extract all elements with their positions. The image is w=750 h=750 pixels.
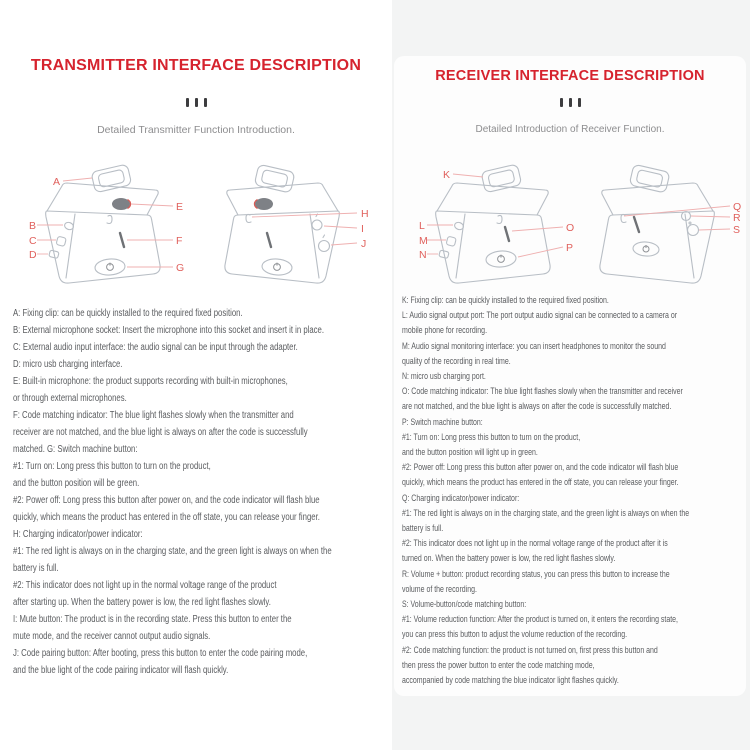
- description-line: and the button position will light up in green.: [402, 447, 538, 458]
- diagram-label-e: E: [176, 201, 184, 213]
- fixing-clip-icon: [481, 164, 522, 193]
- mute-button-icon: [312, 220, 322, 230]
- volume-down-button-icon: [688, 225, 699, 236]
- fixing-clip-icon: [91, 164, 132, 193]
- description-line: battery is full.: [13, 563, 59, 574]
- description-line: #2: Power off: Long press this button after power on, and the code indicator will flash blue: [13, 495, 320, 506]
- description-line: J: Code pairing button: After booting, press this button to enter the code pairing mode,: [13, 648, 308, 659]
- indicator-slot-icon: [120, 233, 124, 247]
- transmitter-description: [13, 305, 391, 679]
- description-line: quality of the recording in real time.: [402, 355, 511, 366]
- diagram-label-s: S: [733, 224, 741, 236]
- receiver-subtitle: Detailed Introduction of Receiver Function.: [475, 124, 665, 135]
- description-line: after starting up. When the battery power is low, the red light flashes slowly.: [13, 597, 271, 608]
- monitor-port-icon: [446, 236, 456, 246]
- hanger-hook-icon: [107, 215, 112, 223]
- description-line: volume of the recording.: [402, 583, 477, 594]
- description-line: Q: Charging indicator/power indicator:: [402, 492, 520, 503]
- device-outline: [46, 164, 160, 283]
- diagram-label-n: N: [419, 249, 427, 261]
- indicator-slot-icon: [634, 217, 639, 232]
- description-line: #1: The red light is always on in the charging state, and the green light is always on when the: [13, 546, 332, 557]
- diagram-label-a: A: [53, 176, 61, 188]
- diagram-label-o: O: [566, 222, 575, 234]
- indicator-slot-icon: [267, 233, 271, 247]
- description-line: M: Audio signal monitoring interface: you can insert headphones to monitor the sound: [402, 340, 666, 351]
- description-line: or through external microphones.: [13, 393, 127, 404]
- description-line: quickly, which means the product has entered in the off state, you can release your finger.: [402, 477, 679, 488]
- description-line: S: Volume-button/code matching button:: [402, 599, 527, 610]
- divider-bar: [204, 98, 207, 107]
- power-glyph: [107, 263, 114, 271]
- description-line: D: micro usb charging interface.: [13, 359, 123, 370]
- leader-lines: [252, 213, 357, 245]
- description-line: C: External audio input interface: the audio signal can be input through the adapter.: [13, 342, 298, 353]
- description-line: battery is full.: [402, 523, 444, 534]
- audio-in-port-icon: [56, 236, 66, 246]
- diagram-label-f: F: [176, 235, 183, 247]
- description-line: #2: Power off: Long press this button after power on, and the code indicator will flash blue: [402, 462, 679, 473]
- description-line: #2: This indicator does not light up in the normal voltage range of the product after it is: [402, 538, 668, 549]
- divider-marks: [0, 98, 392, 107]
- description-line: #2: This indicator does not light up in the normal voltage range of the product: [13, 580, 277, 591]
- description-line: and the button position will be green.: [13, 478, 140, 489]
- diagram-label-m: M: [419, 235, 428, 247]
- divider-bar: [195, 98, 198, 107]
- diagram-label-k: K: [443, 169, 451, 181]
- description-line: matched. G: Switch machine button:: [13, 444, 138, 455]
- diagram-label-h: H: [361, 208, 369, 220]
- description-line: A: Fixing clip: can be quickly installed to the required fixed position.: [13, 308, 243, 319]
- hanger-hook-icon: [497, 215, 502, 223]
- description-line: #1: The red light is always on in the charging state, and the green light is always on when the: [402, 507, 690, 518]
- receiver-front-left-diagram: [415, 155, 595, 295]
- power-button-icon: [633, 241, 660, 257]
- diagram-label-b: B: [29, 220, 37, 232]
- builtin-mic-icon: [255, 198, 273, 210]
- description-line: #1: Turn on: Long press this button to turn on the product,: [402, 431, 581, 442]
- fixing-clip-icon: [629, 164, 670, 193]
- receiver-title: RECEIVER INTERFACE DESCRIPTION: [435, 68, 705, 84]
- power-button-icon: [261, 258, 292, 276]
- description-line: receiver are not matched, and the blue light is always on after the code is successfully: [13, 427, 308, 438]
- description-line: are not matched, and the blue light is always on after the code is successfully matched.: [402, 401, 672, 412]
- diagram-label-l: L: [419, 220, 425, 232]
- diagram-label-g: G: [176, 262, 185, 274]
- power-glyph: [274, 263, 281, 271]
- description-line: H: Charging indicator/power indicator:: [13, 529, 143, 540]
- indicator-slot-icon: [505, 227, 509, 241]
- device-outline: [436, 164, 550, 283]
- power-glyph: [643, 245, 649, 252]
- description-line: B: External microphone socket: Insert the microphone into this socket and insert it in place.: [13, 325, 325, 336]
- description-line: N: micro usb charging port.: [402, 371, 486, 382]
- description-line: O: Code matching indicator: The blue light flashes slowly when the transmitter and receiver: [402, 386, 683, 397]
- description-line: K: Fixing clip: can be quickly installed to the required fixed position.: [402, 295, 609, 305]
- fixing-clip-icon: [254, 164, 295, 193]
- receiver-description: [402, 293, 744, 688]
- receiver-front-right-diagram: [580, 155, 750, 295]
- description-line: mobile phone for recording.: [402, 325, 488, 336]
- description-line: turned on. When the battery power is low, the red light flashes slowly.: [402, 553, 616, 564]
- description-line: you can press this button to adjust the volume reduction of the recording.: [402, 629, 628, 640]
- diagram-label-c: C: [29, 235, 37, 247]
- divider-marks: [394, 98, 746, 107]
- transmitter-front-right-diagram: [205, 155, 390, 295]
- diagram-label-p: P: [566, 242, 574, 254]
- description-line: #1: Turn on: Long press this button to turn on the product,: [13, 461, 211, 472]
- description-line: F: Code matching indicator: The blue light flashes slowly when the transmitter and: [13, 410, 294, 421]
- transmitter-front-left-diagram: [25, 155, 205, 295]
- divider-bar: [569, 98, 572, 107]
- diagram-label-r: R: [733, 212, 741, 224]
- description-line: #1: Volume reduction function: After the product is turned on, it enters the recording state,: [402, 614, 678, 625]
- pairing-button-icon: [319, 241, 330, 252]
- description-line: E: Built-in microphone: the product supports recording with built-in microphones,: [13, 376, 288, 387]
- power-button-icon: [94, 258, 125, 276]
- diagram-label-j: J: [361, 238, 367, 250]
- power-button-icon: [485, 250, 516, 268]
- description-line: P: Switch machine button:: [402, 416, 483, 427]
- transmitter-subtitle: Detailed Transmitter Function Introduction.: [97, 124, 295, 136]
- description-line: quickly, which means the product has entered in the off state, you can release your finger.: [13, 512, 320, 523]
- description-line: mute mode, and the receiver cannot output audio signals.: [13, 631, 211, 642]
- divider-bar: [578, 98, 581, 107]
- diagram-label-d: D: [29, 249, 37, 261]
- builtin-mic-icon: [112, 198, 130, 210]
- description-line: #2: Code matching function: the product is not turned on, first press this button and: [402, 644, 658, 655]
- transmitter-title: TRANSMITTER INTERFACE DESCRIPTION: [30, 57, 362, 74]
- divider-bar: [560, 98, 563, 107]
- description-line: R: Volume + button: product recording status, you can press this button to increase the: [402, 568, 670, 579]
- description-line: L: Audio signal output port: The port output audio signal can be connected to a camera or: [402, 310, 678, 321]
- device-outline: [225, 164, 339, 283]
- power-glyph: [498, 255, 505, 263]
- hanger-hook-icon: [246, 214, 251, 222]
- led-dot-icon: [689, 222, 691, 224]
- divider-bar: [186, 98, 189, 107]
- description-line: I: Mute button: The product is in the recording state. Press this button to enter the: [13, 614, 292, 625]
- description-line: then press the power button to enter the code matching mode,: [402, 659, 595, 670]
- diagram-label-i: I: [361, 223, 364, 235]
- description-line: and the blue light of the code pairing indicator will flash quickly.: [13, 665, 229, 676]
- device-outline: [600, 164, 714, 283]
- diagram-label-q: Q: [733, 201, 742, 213]
- description-line: accompanied by code matching the blue indicator light flashes quickly.: [402, 675, 619, 686]
